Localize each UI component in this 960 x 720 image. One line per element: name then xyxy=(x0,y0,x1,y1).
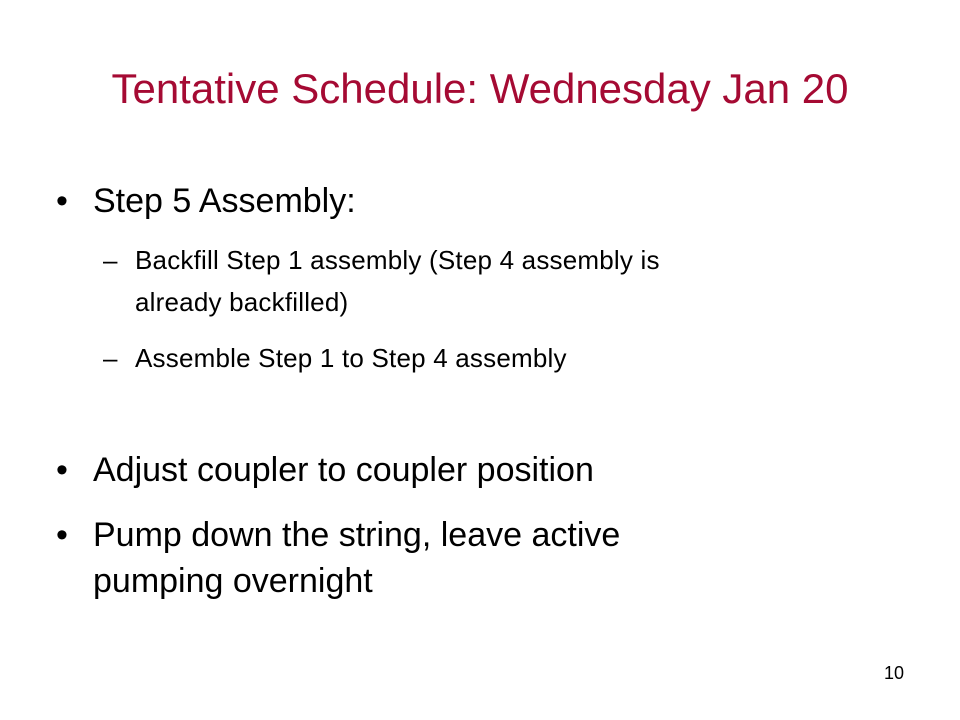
page-number: 10 xyxy=(883,663,904,683)
slide-title: Tentative Schedule: Wednesday Jan 20 xyxy=(111,65,849,112)
bullet-text: Adjust coupler to coupler position xyxy=(93,451,594,489)
sub-item-text-line2: already backfilled) xyxy=(135,287,349,317)
bullet-text: Step 5 Assembly: xyxy=(93,182,356,220)
bullet-marker: • xyxy=(56,451,68,489)
bullet-text-line2: pumping overnight xyxy=(93,562,373,600)
bullet-marker: • xyxy=(56,182,68,220)
bullet-text-line1: Pump down the string, leave active xyxy=(93,516,621,554)
bullet-marker: • xyxy=(56,516,68,554)
sub-item-text-line1: Backfill Step 1 assembly (Step 4 assembly is xyxy=(135,245,660,275)
sub-bullet-marker: – xyxy=(103,343,118,373)
sub-item-text: Assemble Step 1 to Step 4 assembly xyxy=(135,343,567,373)
sub-bullet-marker: – xyxy=(103,245,118,275)
